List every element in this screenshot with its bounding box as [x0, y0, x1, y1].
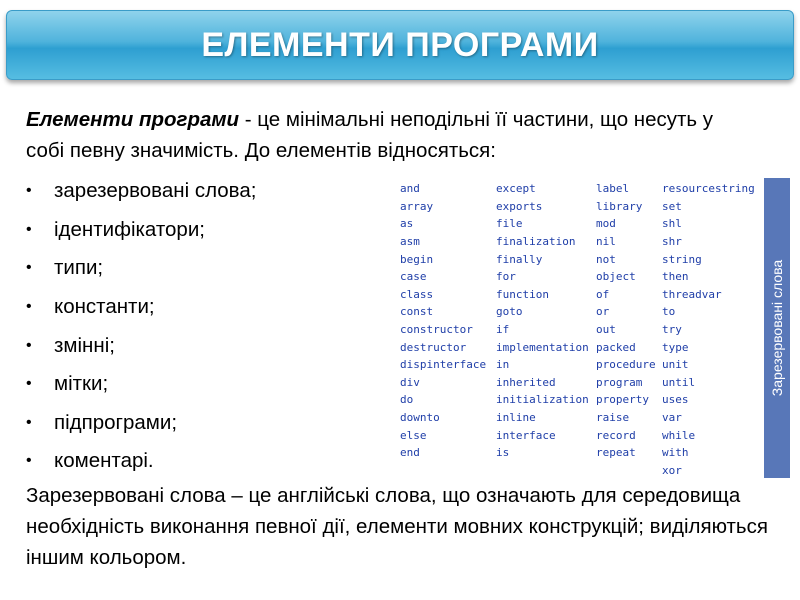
- reserved-word: [596, 462, 662, 480]
- reserved-word: xor: [662, 463, 682, 477]
- slide-title: ЕЛЕМЕНТИ ПРОГРАМИ: [201, 25, 599, 64]
- reserved-word: inline: [496, 411, 536, 425]
- reserved-word: procedure: [596, 358, 656, 372]
- reserved-word: downto: [400, 411, 440, 425]
- list-item-text: зарезервовані слова;: [54, 179, 257, 203]
- list-item-text: ідентифікатори;: [54, 217, 205, 241]
- reserved-word: uses: [662, 393, 689, 407]
- reserved-word: const: [400, 305, 434, 319]
- reserved-word: class: [400, 287, 434, 301]
- bullet-icon: •: [26, 220, 32, 238]
- reserved-word: property: [596, 393, 649, 407]
- reserved-word: var: [662, 411, 682, 425]
- list-item: [26, 172, 366, 211]
- table-row: [400, 303, 762, 321]
- reserved-word: with: [662, 446, 689, 460]
- list-item: [26, 288, 366, 327]
- reserved-word: finalization: [496, 235, 576, 249]
- reserved-word: for: [496, 270, 516, 284]
- reserved-words-table: [400, 180, 762, 479]
- reserved-word: [496, 462, 596, 480]
- table-row: [400, 286, 762, 304]
- reserved-word: destructor: [400, 340, 467, 354]
- reserved-word: then: [662, 270, 689, 284]
- list-item: [26, 211, 366, 250]
- reserved-word: except: [496, 182, 536, 196]
- bullet-icon: •: [26, 259, 32, 277]
- reserved-words-side-label: [764, 178, 790, 478]
- list-item: [26, 249, 366, 288]
- reserved-word: asm: [400, 235, 420, 249]
- table-row: [400, 356, 762, 374]
- reserved-word: array: [400, 199, 434, 213]
- bullet-icon: •: [26, 375, 32, 393]
- reserved-word: and: [400, 182, 420, 196]
- list-item-text: підпрограми;: [54, 410, 178, 434]
- table-row: [400, 426, 762, 444]
- reserved-word: threadvar: [662, 287, 722, 301]
- reserved-word: raise: [596, 411, 630, 425]
- table-row: [400, 233, 762, 251]
- reserved-word: as: [400, 217, 414, 231]
- reserved-word: do: [400, 393, 414, 407]
- table-row: [400, 215, 762, 233]
- reserved-word: library: [596, 199, 643, 213]
- bullet-icon: •: [26, 336, 32, 354]
- table-row: [400, 198, 762, 216]
- bullet-icon: •: [26, 182, 32, 200]
- reserved-word: function: [496, 287, 549, 301]
- reserved-word: shl: [662, 217, 682, 231]
- elements-list: [26, 172, 366, 481]
- table-row: [400, 250, 762, 268]
- list-item: [26, 365, 366, 404]
- reserved-word: case: [400, 270, 427, 284]
- reserved-word: or: [596, 305, 610, 319]
- reserved-word: repeat: [596, 446, 636, 460]
- reserved-word: mod: [596, 217, 616, 231]
- reserved-word: until: [662, 375, 696, 389]
- table-row: [400, 321, 762, 339]
- bullet-icon: •: [26, 413, 32, 431]
- reserved-word: end: [400, 446, 420, 460]
- table-row: [400, 391, 762, 409]
- reserved-word: string: [662, 252, 702, 266]
- reserved-word: if: [496, 323, 510, 337]
- reserved-word: is: [496, 446, 510, 460]
- reserved-word: dispinterface: [400, 358, 487, 372]
- reserved-word: goto: [496, 305, 523, 319]
- table-row: [400, 338, 762, 356]
- reserved-word: out: [596, 323, 616, 337]
- side-label-text: Зарезервовані слова: [769, 259, 786, 397]
- table-row: [400, 180, 762, 198]
- bullet-icon: •: [26, 452, 32, 470]
- reserved-word: of: [596, 287, 610, 301]
- reserved-word: record: [596, 428, 636, 442]
- reserved-word: resourcestring: [662, 182, 755, 196]
- table-row: [400, 268, 762, 286]
- reserved-word: constructor: [400, 323, 473, 337]
- reserved-word: [400, 462, 496, 480]
- intro-paragraph: [26, 104, 756, 166]
- reserved-word: packed: [596, 340, 636, 354]
- table-row: [400, 409, 762, 427]
- list-item-text: мітки;: [54, 372, 109, 396]
- list-item: [26, 404, 366, 443]
- reserved-word: in: [496, 358, 510, 372]
- reserved-word: while: [662, 428, 696, 442]
- intro-term: Елементи програми: [26, 108, 240, 131]
- reserved-word: else: [400, 428, 427, 442]
- reserved-word: unit: [662, 358, 689, 372]
- reserved-word: file: [496, 217, 523, 231]
- reserved-word: implementation: [496, 340, 589, 354]
- reserved-word: shr: [662, 235, 682, 249]
- reserved-word: nil: [596, 235, 616, 249]
- list-item-text: константи;: [54, 295, 155, 319]
- reserved-word: to: [662, 305, 676, 319]
- list-item-text: коментарі.: [54, 449, 154, 473]
- reserved-word: try: [662, 323, 682, 337]
- reserved-word: interface: [496, 428, 556, 442]
- reserved-word: type: [662, 340, 689, 354]
- table-row: [400, 444, 762, 462]
- list-item: [26, 442, 366, 481]
- reserved-word: not: [596, 252, 616, 266]
- reserved-word: label: [596, 182, 630, 196]
- reserved-word: inherited: [496, 375, 556, 389]
- list-item-text: змінні;: [54, 333, 115, 357]
- reserved-word: program: [596, 375, 643, 389]
- list-item-text: типи;: [54, 256, 104, 280]
- reserved-word: begin: [400, 252, 434, 266]
- reserved-word: set: [662, 199, 682, 213]
- reserved-word: exports: [496, 199, 543, 213]
- table-row: [400, 374, 762, 392]
- bullet-icon: •: [26, 298, 32, 316]
- table-row: [400, 462, 762, 480]
- reserved-word: object: [596, 270, 636, 284]
- title-banner: [6, 10, 794, 80]
- definition-paragraph: Зарезервовані слова – це англійські слова, що означають для середовища необхідність виконання певної дії, елементи мовних конструкцій; виділяються іншим кольором.: [26, 484, 768, 569]
- list-item: [26, 326, 366, 365]
- reserved-word: initialization: [496, 393, 589, 407]
- reserved-word: finally: [496, 252, 543, 266]
- reserved-word: div: [400, 375, 420, 389]
- intro-text: - це мінімальні неподільні її частини, що несуть у собі певну значимість. До елементів відносяться:: [26, 108, 714, 162]
